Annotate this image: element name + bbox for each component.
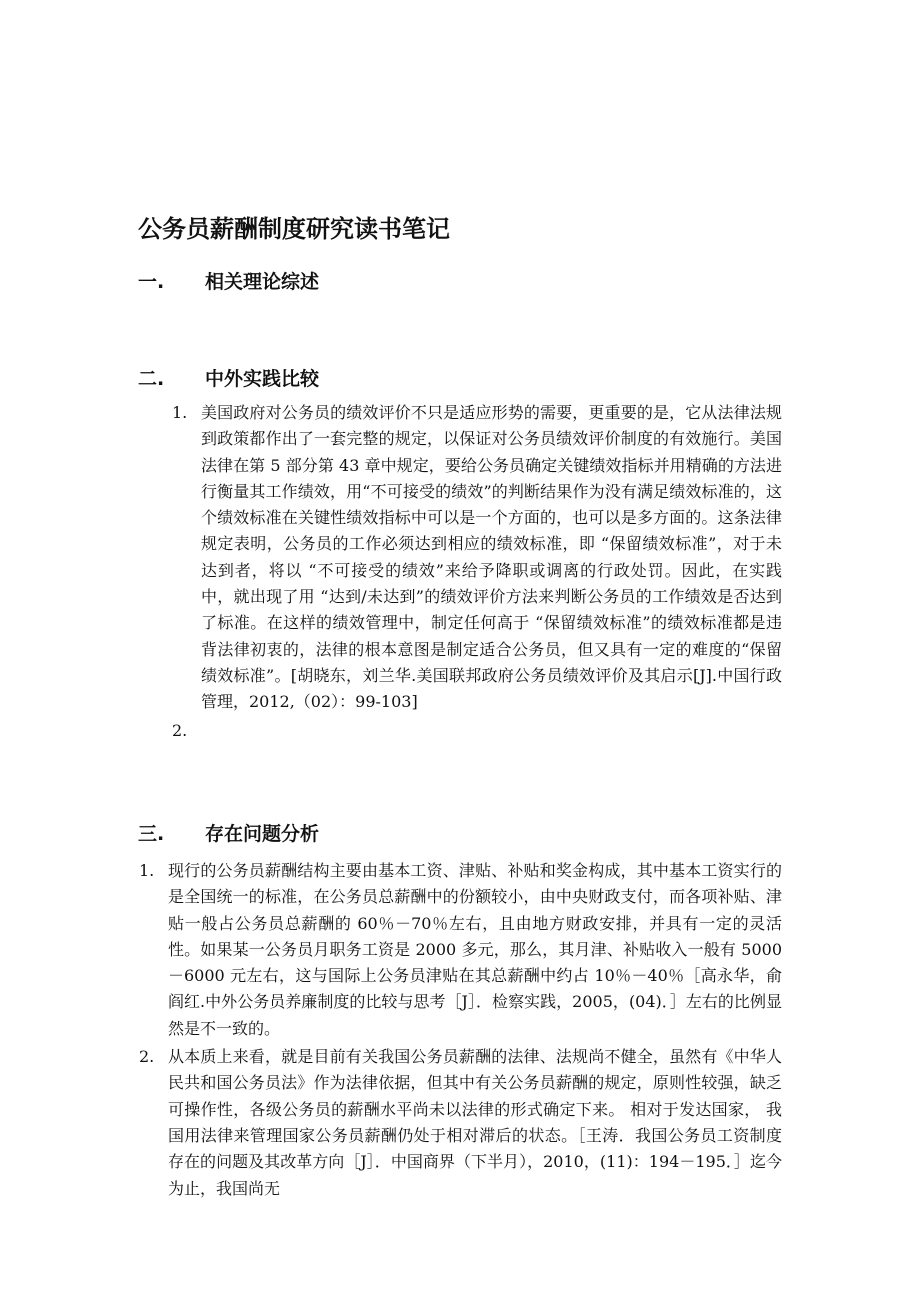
section-number: 二. (138, 368, 165, 390)
list-item (172, 718, 782, 744)
section-title: 存在问题分析 (205, 823, 320, 845)
list-item (172, 400, 782, 716)
section-title: 相关理论综述 (205, 271, 320, 293)
list-item-number: 2. (172, 720, 188, 740)
section-heading-practice-comparison (138, 365, 319, 393)
document-title: 公务员薪酬制度研究读书笔记 (138, 215, 450, 243)
section-heading-theory-review (138, 268, 319, 296)
section-title: 中外实践比较 (205, 368, 320, 390)
list-item-number: 2. (139, 1047, 155, 1067)
list-item-number: 1. (172, 403, 188, 422)
list-item-text: 现行的公务员薪酬结构主要由基本工资、津贴、补贴和奖金构成，其中基本工资实行的是全国统一的标准，在公务员总薪酬中的份额较小，由中央财政支付，而各项补贴、津贴一般占公务员总薪酬的 60％－70％左右，且由地方财政安排，并具有一定的灵活性。如果某一公务员月职务工资是 2000 多元，那么，其月津、补贴收入一般有 5000－6000 元左右，这与国际上公务员津贴在其总薪酬中约占 10％－40％［高永华，俞阎红.中外公务员养廉制度的比较与思考［J］．检察实践，2005，(04)．］左右的比例显然是不一致的。 (168, 861, 782, 1038)
list-item-number: 1. (139, 861, 155, 880)
section-number: 三. (138, 823, 165, 845)
list-item-text: 美国政府对公务员的绩效评价不只是适应形势的需要，更重要的是，它从法律法规到政策都作出了一套完整的规定，以保证对公务员绩效评价制度的有效施行。美国法律在第 5 部分第 43 章中规定，要给公务员确定关键绩效指标并用精确的方法进行衡量其工作绩效，用“不可接受的绩效”的判断结果作为没有满足绩效标准的，这个绩效标准在关键性绩效指标中可以是一个方面的，也可以是多方面的。这条法律规定表明，公务员的工作必须达到相应的绩效标准，即 “保留绩效标准”，对于未达到者，将以 “不可接受的绩效”来给予降职或调离的行政处罚。因此，在实践中，就出现了用 “达到/未达到”的绩效评价方法来判断公务员的工作绩效是否达到了标准。在这样的绩效管理中，制定任何高于 “保留绩效标准”的绩效标准都是违背法律初衷的，法律的根本意图是制定适合公务员，但又具有一定的难度的“保留绩效标准”。[胡晓东，刘兰华.美国联邦政府公务员绩效评价及其启示[J].中国行政管理，2012,（02）：99-103] (201, 403, 782, 712)
problem-analysis-list (139, 858, 782, 1204)
list-item (139, 858, 782, 1042)
section-number: 一. (138, 271, 165, 293)
list-item-text: 从本质上来看，就是目前有关我国公务员薪酬的法律、法规尚不健全，虽然有《中华人民共和国公务员法》作为法律依据，但其中有关公务员薪酬的规定，原则性较强，缺乏可操作性，各级公务员的薪酬水平尚未以法律的形式确定下来。 相对于发达国家， 我国用法律来管理国家公务员薪酬仍处于相对滞后的状态。［王涛．我国公务员工资制度存在的问题及其改革方向［J］．中国商界（下半月），2010，(11)：194－195．］迄今为止，我国尚无 (168, 1047, 782, 1198)
practice-comparison-list (172, 400, 782, 744)
list-item (139, 1044, 782, 1202)
section-heading-problem-analysis (138, 820, 319, 848)
